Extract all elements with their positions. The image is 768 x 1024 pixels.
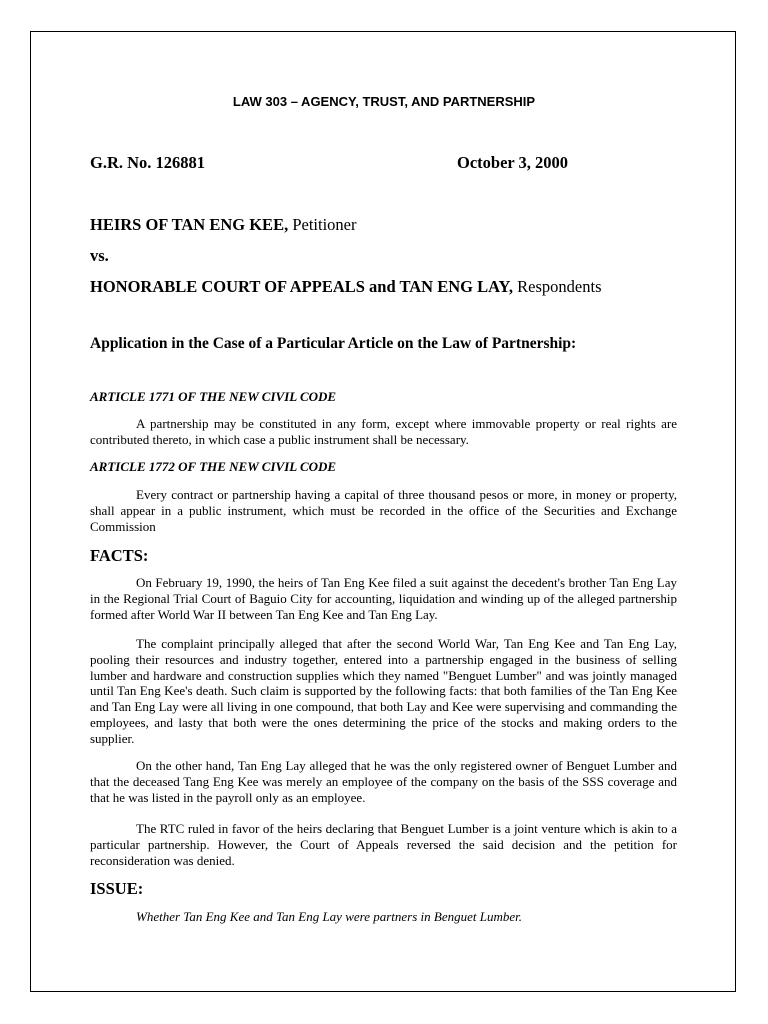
issue-heading: ISSUE: bbox=[90, 879, 144, 898]
gr-number: G.R. No. 126881 bbox=[90, 153, 206, 172]
petitioner-line bbox=[90, 215, 356, 235]
petitioner-name: HEIRS OF TAN ENG KEE, bbox=[90, 215, 289, 234]
respondent-role: Respondents bbox=[513, 277, 602, 296]
decision-date: October 3, 2000 bbox=[457, 153, 569, 172]
facts-paragraph: The complaint principally alleged that after the second World War, Tan Eng Kee and Tan Eng Lay, pooling their resources and industry together, entered into a partnership engaged in the business of selling lumber and hardware and construction supplies which they named "Benguet Lumber" and was jointly managed until Tan Eng Kee's death. Such claim is supported by the following facts: that both families of the Tan Eng Kee and Tan Eng Lay were all living in one compound, that both Lay and Kee were supervising and commanding the employees, and lasty that both were the ones determining the price of the stocks and making orders to the supplier. bbox=[90, 636, 677, 746]
facts-paragraph: On February 19, 1990, the heirs of Tan Eng Kee filed a suit against the decedent's brother Tan Eng Lay in the Regional Trial Court of Baguio City for accounting, liquidation and winding up of the alleged partnership formed after World War II between Tan Eng Kee and Tan Eng Lay. bbox=[90, 575, 677, 622]
respondent-line bbox=[90, 277, 602, 297]
issue-text: Whether Tan Eng Kee and Tan Eng Lay were partners in Benguet Lumber. bbox=[136, 909, 523, 924]
petitioner-role: Petitioner bbox=[288, 215, 357, 234]
application-heading: Application in the Case of a Particular Article on the Law of Partnership: bbox=[90, 335, 577, 352]
facts-heading: FACTS: bbox=[90, 546, 149, 565]
facts-paragraph: The RTC ruled in favor of the heirs declaring that Benguet Lumber is a joint venture which is akin to a particular partnership. However, the Court of Appeals reversed the said decision and the petition for reconsideration was denied. bbox=[90, 821, 677, 868]
facts-paragraph: On the other hand, Tan Eng Lay alleged that he was the only registered owner of Benguet Lumber and that the deceased Tang Eng Kee was merely an employee of the company on the basis of the SSS coverage and that he was listed in the payroll only as an employee. bbox=[90, 758, 677, 805]
course-title: LAW 303 – AGENCY, TRUST, AND PARTNERSHIP bbox=[232, 94, 536, 109]
respondent-name: HONORABLE COURT OF APPEALS and TAN ENG LAY, bbox=[90, 277, 514, 296]
versus-label: vs. bbox=[90, 246, 109, 265]
article-1772-heading: ARTICLE 1772 OF THE NEW CIVIL CODE bbox=[90, 459, 337, 474]
article-1771-heading: ARTICLE 1771 OF THE NEW CIVIL CODE bbox=[90, 389, 337, 404]
article-1772-text: Every contract or partnership having a capital of three thousand pesos or more, in money or property, shall appear in a public instrument, which must be recorded in the office of the Securities and Exchange Commission bbox=[90, 487, 677, 534]
article-1771-text: A partnership may be constituted in any form, except where immovable property or real rights are contributed thereto, in which case a public instrument shall be necessary. bbox=[90, 416, 677, 447]
